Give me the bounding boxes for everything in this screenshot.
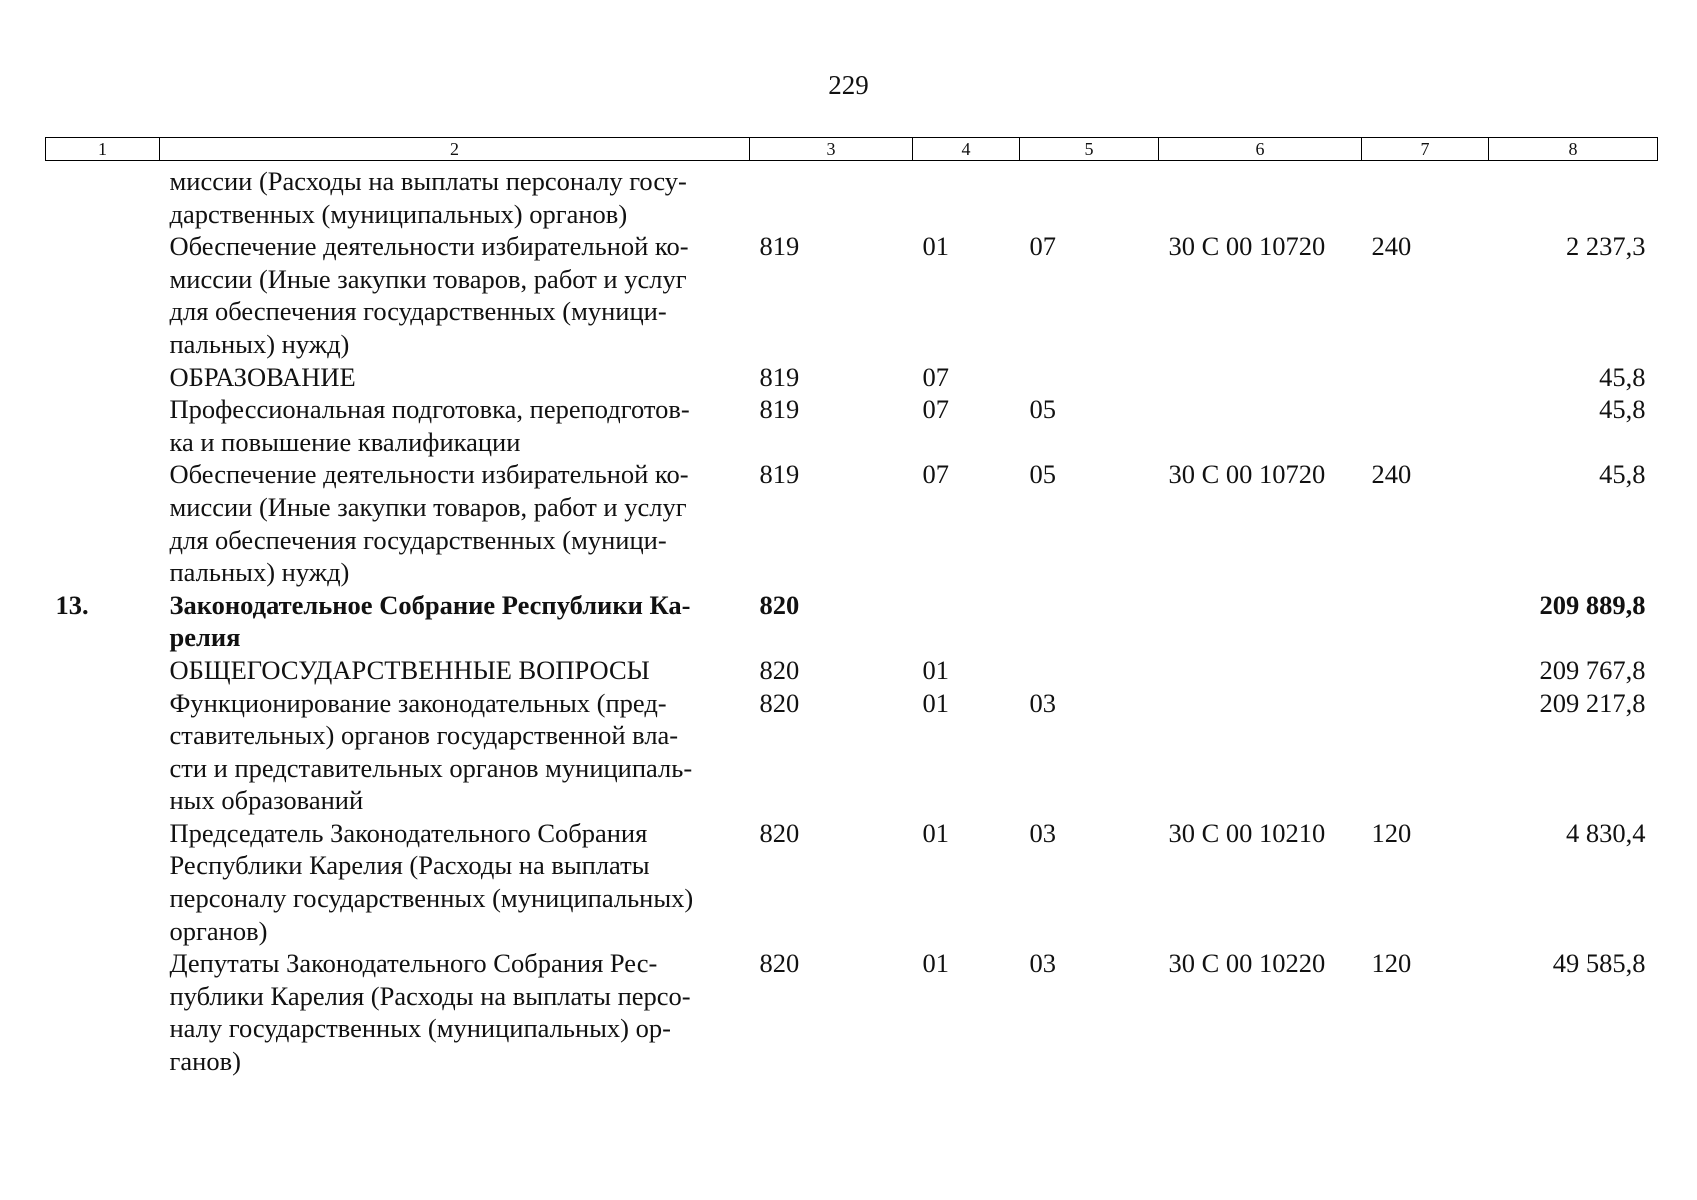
row-number — [46, 817, 160, 947]
department-code: 819 — [759, 361, 800, 392]
subsection-code — [1020, 161, 1159, 231]
table-row — [46, 687, 1658, 817]
subsection-code: 05 — [1029, 459, 1056, 490]
column-header-2: 2 — [160, 138, 750, 161]
row-number — [46, 947, 160, 1077]
target-article-code — [1159, 393, 1362, 458]
amount: 209 767,8 — [1539, 654, 1646, 685]
department-code: 819 — [759, 394, 800, 425]
column-header-4: 4 — [913, 138, 1020, 161]
expense-type-code — [1362, 654, 1489, 687]
item-name: миссии (Расходы на выплаты персоналу госу- дарственных (муниципальных) органов) — [169, 166, 687, 229]
amount: 2 237,3 — [1566, 231, 1646, 262]
column-header-1: 1 — [46, 138, 160, 161]
section-code: 07 — [922, 459, 949, 490]
item-name: Обеспечение деятельности избирательной ко- миссии (Иные закупки товаров, работ и услуг для обеспечения государственных (муници- пальных) нужд) — [169, 459, 689, 588]
department-code: 820 — [759, 654, 800, 685]
expense-type-code — [1362, 393, 1489, 458]
row-number: 13. — [55, 589, 89, 620]
subsection-code — [1020, 361, 1159, 394]
row-number — [46, 230, 160, 360]
expense-type-code: 240 — [1371, 459, 1412, 490]
row-number — [46, 161, 160, 231]
section-code: 01 — [922, 687, 949, 718]
row-number — [46, 458, 160, 588]
target-article-code: 30 С 00 10720 — [1168, 459, 1326, 490]
expense-type-code: 120 — [1371, 948, 1412, 979]
section-code — [913, 161, 1020, 231]
expense-type-code — [1362, 589, 1489, 654]
table-row — [46, 161, 1658, 231]
column-header-3: 3 — [750, 138, 913, 161]
target-article-code: 30 С 00 10220 — [1168, 948, 1326, 979]
item-name: Функционирование законодательных (пред- ставительных) органов государственной вла- сти и представительных органов муниципаль- ных образований — [169, 687, 693, 816]
item-name: Председатель Законодательного Собрания Республики Карелия (Расходы на выплаты персоналу государственных (муниципальных) органов) — [169, 817, 694, 946]
department-code: 820 — [759, 589, 800, 620]
subsection-code: 03 — [1029, 687, 1056, 718]
section-code: 07 — [922, 361, 949, 392]
expense-type-code: 120 — [1371, 817, 1412, 848]
department-code: 819 — [759, 231, 800, 262]
row-number — [46, 361, 160, 394]
expense-type-code — [1362, 361, 1489, 394]
item-name: Обеспечение деятельности избирательной ко- миссии (Иные закупки товаров, работ и услуг для обеспечения государственных (муници- пальных) нужд) — [169, 231, 689, 359]
target-article-code — [1159, 161, 1362, 231]
section-code: 01 — [922, 817, 949, 848]
column-header-5: 5 — [1020, 138, 1159, 161]
page-number: 229 — [828, 70, 869, 100]
subsection-code — [1020, 654, 1159, 687]
column-header-7: 7 — [1362, 138, 1489, 161]
row-number — [46, 654, 160, 687]
target-article-code — [1159, 687, 1362, 817]
amount: 209 889,8 — [1539, 589, 1646, 620]
amount: 49 585,8 — [1552, 948, 1646, 979]
subsection-code: 03 — [1029, 948, 1056, 979]
expense-type-code — [1362, 687, 1489, 817]
amount: 209 217,8 — [1539, 687, 1646, 718]
target-article-code — [1159, 589, 1362, 654]
subsection-code: 07 — [1029, 231, 1056, 262]
table-row — [46, 230, 1658, 360]
target-article-code: 30 С 00 10210 — [1168, 817, 1326, 848]
column-header-6: 6 — [1159, 138, 1362, 161]
target-article-code — [1159, 654, 1362, 687]
table-body — [46, 161, 1658, 1078]
section-code: 01 — [922, 948, 949, 979]
row-number — [46, 393, 160, 458]
amount: 4 830,4 — [1566, 817, 1646, 848]
column-header-8: 8 — [1489, 138, 1658, 161]
expense-type-code: 240 — [1371, 231, 1412, 262]
column-number-header-row — [46, 138, 1658, 161]
department-code: 819 — [759, 459, 800, 490]
item-name: ОБЩЕГОСУДАРСТВЕННЫЕ ВОПРОСЫ — [169, 654, 650, 685]
amount — [1489, 161, 1658, 231]
department-code — [750, 161, 913, 231]
amount: 45,8 — [1599, 361, 1646, 392]
subsection-code: 03 — [1029, 817, 1056, 848]
section-code: 01 — [922, 231, 949, 262]
section-code: 07 — [922, 394, 949, 425]
budget-table — [45, 137, 1658, 1078]
amount: 45,8 — [1599, 394, 1646, 425]
subsection-code: 05 — [1029, 394, 1056, 425]
table-row — [46, 361, 1658, 394]
department-code: 820 — [759, 948, 800, 979]
table-row — [46, 654, 1658, 687]
table-row — [46, 458, 1658, 588]
item-name: Законодательное Собрание Республики Ка- релия — [169, 589, 691, 653]
amount: 45,8 — [1599, 459, 1646, 490]
expense-type-code — [1362, 161, 1489, 231]
department-code: 820 — [759, 687, 800, 718]
row-number — [46, 687, 160, 817]
subsection-code — [1020, 589, 1159, 654]
item-name: Профессиональная подготовка, переподготов- ка и повышение квалификации — [169, 394, 690, 457]
table-row — [46, 393, 1658, 458]
section-code: 01 — [922, 654, 949, 685]
section-code — [913, 589, 1020, 654]
item-name: Депутаты Законодательного Собрания Рес- публики Карелия (Расходы на выплаты персо- налу государственных (муниципальных) ор- ганов) — [169, 948, 691, 1077]
target-article-code: 30 С 00 10720 — [1168, 231, 1326, 262]
target-article-code — [1159, 361, 1362, 394]
department-code: 820 — [759, 817, 800, 848]
table-row — [46, 589, 1658, 654]
table-row — [46, 947, 1658, 1077]
item-name: ОБРАЗОВАНИЕ — [169, 361, 356, 392]
table-row — [46, 817, 1658, 947]
